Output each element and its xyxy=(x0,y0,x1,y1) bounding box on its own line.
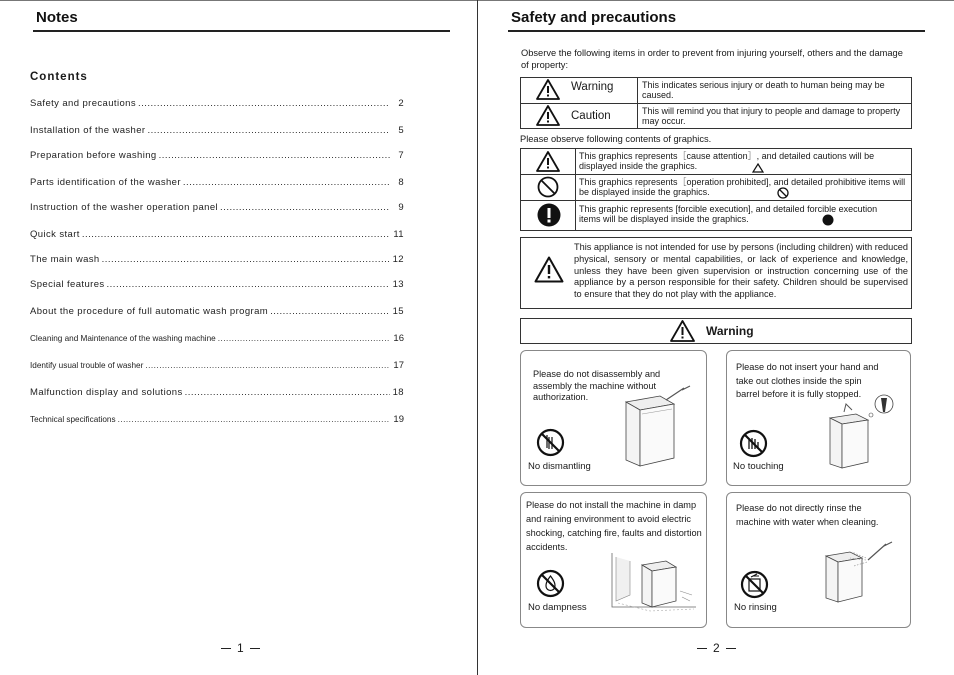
rinsing-illustration xyxy=(822,538,896,608)
graphic-description: This graphics represents［operation prohibited], and detailed prohibitive items will be displayed inside the graphics. xyxy=(579,177,906,197)
toc-entry[interactable] xyxy=(30,229,404,243)
warning-label: Warning xyxy=(571,81,614,93)
card-caption: No rinsing xyxy=(734,602,777,613)
graphics-intro: Please observe following contents of graphics. xyxy=(520,134,712,144)
page-number-left xyxy=(221,641,260,655)
card-caption: No dampness xyxy=(528,602,587,613)
toc-label: Preparation before washing xyxy=(30,150,157,161)
card-text: Please do not install the machine in damp and raining environment to avoid electric shocking, catching fire, faults and distortion accidents. xyxy=(526,500,702,552)
toc-page: 9 xyxy=(398,202,404,213)
caution-description: This will remind you that injury to people and damage to property may occur. xyxy=(642,106,901,126)
toc-label: Installation of the washer xyxy=(30,125,146,136)
toc-label: Cleaning and Maintenance of the washing machine xyxy=(30,334,216,343)
toc-entry[interactable] xyxy=(30,414,404,428)
card-text: Please do not directly rinse the machine with water when cleaning. xyxy=(736,503,879,527)
toc-page: 7 xyxy=(398,150,404,161)
toc-page: 16 xyxy=(393,333,404,344)
table-divider xyxy=(520,200,912,201)
appliance-notice-text: This appliance is not intended for use by persons (including children) with reduced physical, sensory or mental capabilities, or lack of experience and knowledge, unless they have been given supervision or instruction concerning use of the appliance by a person responsible for their safety. Children should be supervised to ensure that they do not play with the appliance. xyxy=(574,242,909,300)
no-rinsing-icon xyxy=(740,570,769,599)
card-text: Please do not disassembly and assembly the machine without authorization. xyxy=(533,369,661,402)
toc-label: Quick start xyxy=(30,229,80,240)
card-caption: No touching xyxy=(733,461,784,472)
card-text: Please do not insert your hand and take out clothes inside the spin barrel before it is fully stopped. xyxy=(736,362,879,399)
small-filled-circle-icon xyxy=(822,214,834,226)
warning-triangle-icon xyxy=(536,79,560,100)
safety-intro: Observe the following items in order to prevent from injuring yourself, others and the damage of property: xyxy=(521,48,903,70)
toc-label: About the procedure of full automatic wash program xyxy=(30,306,269,317)
toc-entry[interactable] xyxy=(30,333,404,347)
toc-entry[interactable] xyxy=(30,177,404,191)
safety-title-rule xyxy=(508,30,925,32)
toc-label: Parts identification of the washer xyxy=(30,177,181,188)
toc-page: 11 xyxy=(393,229,404,240)
toc-entry[interactable] xyxy=(30,387,404,401)
page-spine xyxy=(477,0,478,675)
notes-title: Notes xyxy=(36,9,78,26)
washer-illustration xyxy=(622,384,694,468)
small-triangle-icon xyxy=(752,163,764,173)
washer-illustration xyxy=(826,388,898,470)
table-divider xyxy=(637,77,638,129)
toc-entry[interactable] xyxy=(30,306,404,320)
card-caption: No dismantling xyxy=(528,461,591,472)
caution-triangle-icon xyxy=(534,256,564,283)
warning-description: This indicates serious injury or death to human being may be caused. xyxy=(642,80,885,100)
toc-label: Safety and precautions xyxy=(30,98,136,109)
page-number-value: 2 xyxy=(713,641,720,655)
no-touching-icon xyxy=(739,429,768,458)
safety-title: Safety and precautions xyxy=(511,9,677,26)
toc-entry[interactable] xyxy=(30,125,404,139)
toc-entry[interactable] xyxy=(30,150,404,164)
damp-room-illustration xyxy=(610,551,698,613)
toc-page: 8 xyxy=(398,177,404,188)
prohibited-icon xyxy=(537,176,559,198)
toc-page: 18 xyxy=(392,387,404,398)
toc-page: 5 xyxy=(398,125,404,136)
warning-triangle-icon xyxy=(670,320,695,342)
caution-label: Caution xyxy=(571,110,611,122)
toc-page: 13 xyxy=(392,279,404,290)
caution-triangle-icon xyxy=(536,105,560,126)
forcible-icon xyxy=(537,203,561,227)
toc-page: 12 xyxy=(392,254,404,265)
toc-page: 19 xyxy=(393,414,404,425)
page-number-value: 1 xyxy=(237,641,244,655)
toc-page: 17 xyxy=(393,360,404,371)
toc-page: 15 xyxy=(392,306,404,317)
no-dismantling-icon xyxy=(536,428,565,457)
toc-entry[interactable] xyxy=(30,279,404,293)
graphic-description: This graphic represents [forcible execution], and detailed forcible execution items will be displayed inside the graphics. xyxy=(579,204,878,224)
toc-label: Malfunction display and solutions xyxy=(30,387,183,398)
toc-label: The main wash xyxy=(30,254,100,265)
graphic-description: This graphics represents［cause attention］, and detailed cautions will be displayed inside the graphics. xyxy=(579,151,875,171)
notes-title-rule xyxy=(33,30,450,32)
table-divider xyxy=(520,103,912,104)
toc-label: Identify usual trouble of washer xyxy=(30,361,144,370)
contents-heading: Contents xyxy=(30,71,88,83)
toc-entry[interactable] xyxy=(30,254,404,268)
toc-entry[interactable] xyxy=(30,360,404,374)
toc-page: 2 xyxy=(398,98,404,109)
caution-triangle-icon xyxy=(536,151,560,172)
small-prohibited-icon xyxy=(777,187,789,199)
table-divider xyxy=(575,148,576,231)
warning-bar-label: Warning xyxy=(706,324,754,338)
toc-label: Technical specifications xyxy=(30,415,116,424)
toc-entry[interactable] xyxy=(30,202,404,216)
page-number-right xyxy=(697,641,736,655)
toc-label: Instruction of the washer operation panel xyxy=(30,202,219,213)
toc-label: Special features xyxy=(30,279,105,290)
toc-entry[interactable] xyxy=(30,98,404,112)
no-dampness-icon xyxy=(536,569,565,598)
table-divider xyxy=(520,174,912,175)
